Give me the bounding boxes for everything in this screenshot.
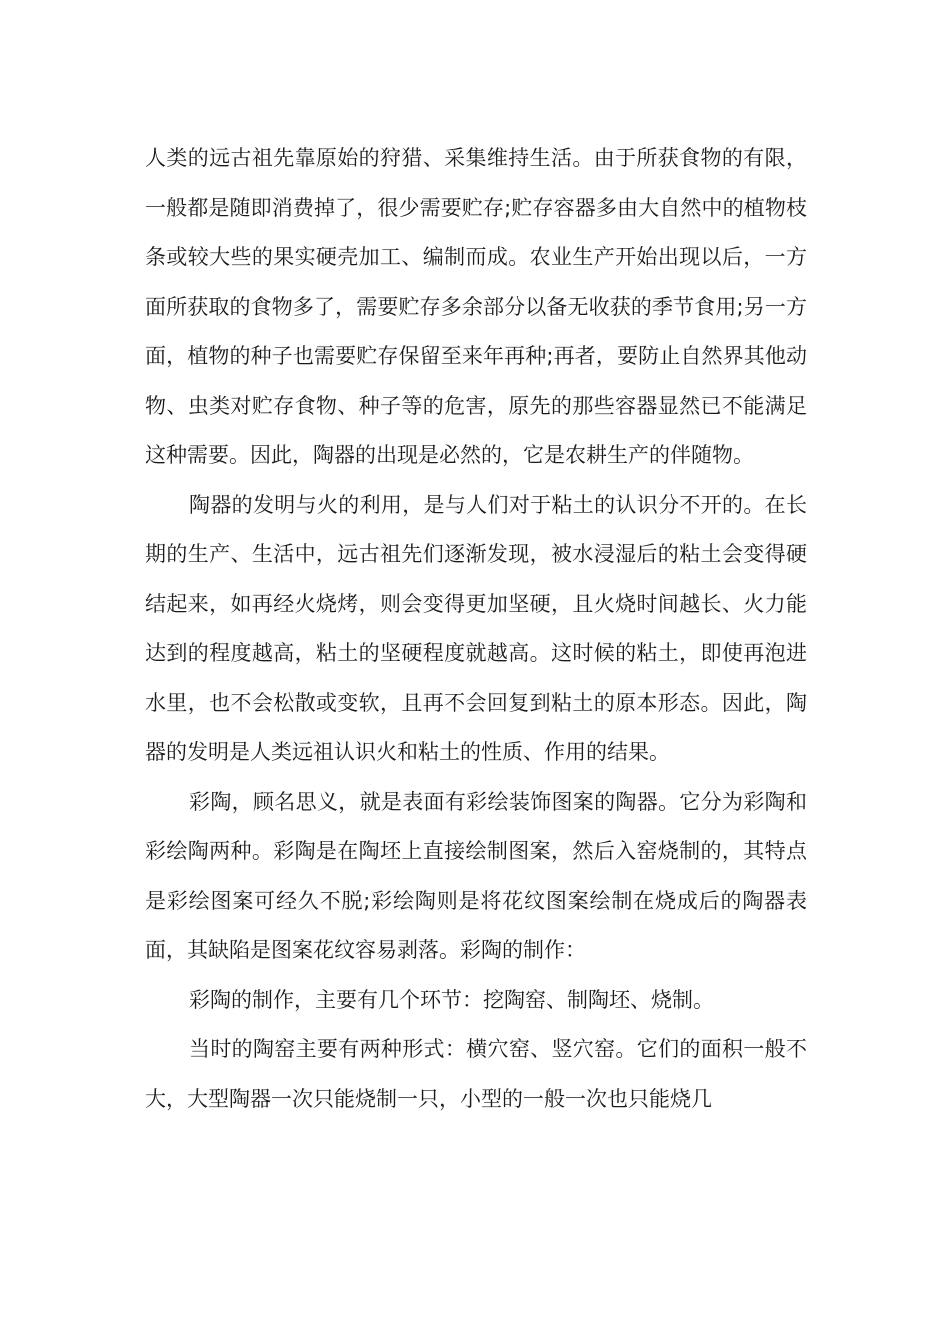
paragraph-1: 人类的远古祖先靠原始的狩猎、采集维持生活。由于所获食物的有限，一般都是随即消费掉了，很少需要贮存;贮存容器多由大自然中的植物枝条或较大些的果实硬壳加工、编制而成。农业生产开始出现以后，一方面所获取的食物多了，需要贮存多余部分以备无收获的季节食用;另一方面，植物的种子也需要贮存保留至来年再种;再者，要防止自然界其他动物、虫类对贮存食物、种子等的危害，原先的那些容器显然已不能满足这种需要。因此，陶器的出现是必然的，它是农耕生产的伴随物。 bbox=[145, 146, 807, 467]
paragraph-5: 当时的陶窑主要有两种形式：横穴窑、竖穴窑。它们的面积一般不大，大型陶器一次只能烧制一只，小型的一般一次也只能烧几 bbox=[145, 1037, 807, 1111]
paragraph-4: 彩陶的制作，主要有几个环节：挖陶窑、制陶坯、烧制。 bbox=[189, 987, 714, 1012]
paragraph-3: 彩陶，顾名思义，就是表面有彩绘装饰图案的陶器。它分为彩陶和彩绘陶两种。彩陶是在陶坯上直接绘制图案，然后入窑烧制的，其特点是彩绘图案可经久不脱;彩绘陶则是将花纹图案绘制在烧成后的陶器表面，其缺陷是图案花纹容易剥落。彩陶的制作： bbox=[145, 789, 807, 962]
paragraph-2: 陶器的发明与火的利用，是与人们对于粘土的认识分不开的。在长期的生产、生活中，远古祖先们逐渐发现，被水浸湿后的粘土会变得硬结起来，如再经火烧烤，则会变得更加坚硬，且火烧时间越长、火力能达到的程度越高，粘土的坚硬程度就越高。这时候的粘土，即使再泡进水里，也不会松散或变软，且再不会回复到粘土的原本形态。因此，陶器的发明是人类远祖认识火和粘土的性质、作用的结果。 bbox=[145, 492, 807, 764]
body-text bbox=[145, 134, 807, 1124]
